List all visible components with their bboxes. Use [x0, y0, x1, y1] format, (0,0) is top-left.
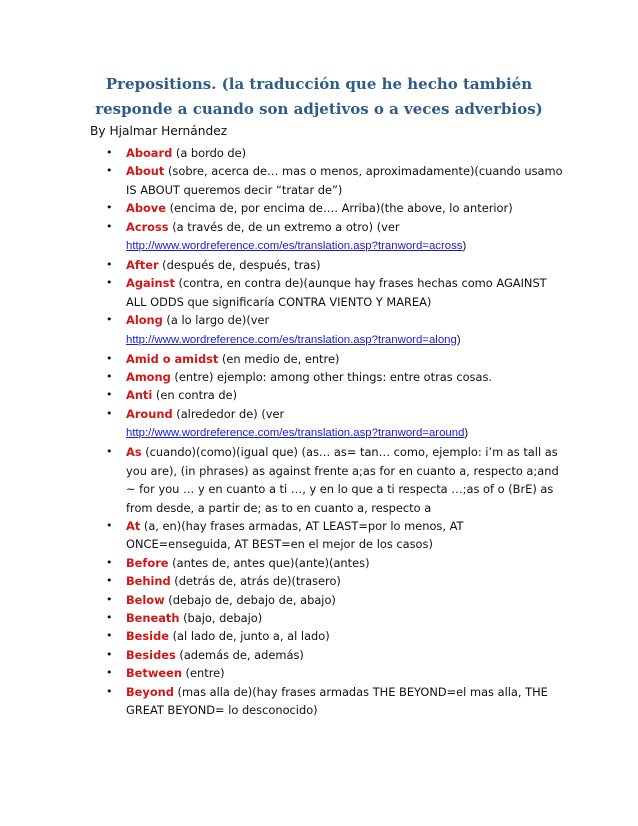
bullet-icon: •: [106, 666, 113, 680]
list-item: [0, 517, 638, 554]
preposition-translation: (en medio de, entre): [218, 351, 340, 366]
preposition-translation: (entre): [181, 666, 225, 681]
list-item: [0, 627, 638, 645]
author-byline: By Hjalmar Hernández: [90, 124, 228, 138]
list-item: [0, 405, 638, 443]
preposition-translation: (a lo largo de)(ver: [162, 313, 270, 328]
preposition-translation: (alrededor de) (ver: [172, 406, 285, 421]
closing-paren: ): [464, 427, 469, 440]
bullet-icon: •: [106, 684, 113, 698]
list-item: [0, 386, 638, 404]
bullet-icon: •: [106, 201, 113, 215]
preposition-translation: (en contra de): [152, 388, 238, 403]
preposition-term: Above: [126, 201, 166, 216]
preposition-translation: (bajo, debajo): [179, 610, 263, 625]
list-item: [0, 274, 638, 311]
preposition-translation: (después de, después, tras): [158, 258, 321, 273]
bullet-icon: •: [106, 647, 113, 661]
preposition-translation: (a través de, de un extremo a otro) (ver: [168, 219, 400, 234]
bullet-icon: •: [106, 592, 113, 606]
bullet-icon: •: [106, 610, 113, 624]
preposition-term: Besides: [126, 647, 176, 662]
bullet-icon: •: [106, 629, 113, 643]
preposition-term: Below: [126, 592, 165, 607]
list-item: [0, 162, 638, 199]
bullet-icon: •: [106, 574, 113, 588]
closing-paren: ): [462, 240, 467, 253]
preposition-term: Anti: [126, 388, 153, 403]
preposition-translation: (mas alla de)(hay frases armadas THE BEYOND=el mas alla, THE GREAT BEYOND= lo desconocido): [126, 684, 548, 717]
preposition-translation: (contra, en contra de)(aunque hay frases hechas como AGAINST ALL ODDS que significaría CONTRA VIENTO Y MAREA): [126, 276, 547, 309]
list-item: [0, 664, 638, 682]
preposition-term: Among: [126, 370, 171, 385]
preposition-translation: (encima de, por encima de…. Arriba)(the above, lo anterior): [165, 201, 513, 216]
list-item: [0, 199, 638, 217]
preposition-term: Beyond: [126, 684, 174, 699]
list-item: [0, 554, 638, 572]
list-item: [0, 368, 638, 386]
preposition-translation: (sobre, acerca de… mas o menos, aproximadamente)(cuando usamo IS ABOUT queremos decir “tratar de”): [126, 164, 563, 197]
preposition-term: At: [126, 518, 141, 533]
preposition-translation: (a, en)(hay frases armadas, AT LEAST=por lo menos, AT ONCE=enseguida, AT BEST=en el mejor de los casos): [126, 518, 464, 552]
preposition-term: Amid o amidst: [126, 351, 219, 366]
preposition-term: Beside: [126, 629, 169, 644]
preposition-translation: (entre) ejemplo: among other things: entre otras cosas.: [170, 370, 493, 385]
bullet-icon: •: [106, 313, 113, 327]
bullet-icon: •: [106, 258, 113, 272]
wordreference-link[interactable]: http://www.wordreference.com/es/translation.asp?tranword=along: [126, 333, 457, 346]
list-item: [0, 683, 638, 720]
wordreference-link[interactable]: http://www.wordreference.com/es/translation.asp?tranword=across: [126, 240, 463, 253]
list-item: [0, 256, 638, 274]
bullet-icon: •: [106, 276, 113, 290]
bullet-icon: •: [106, 146, 113, 159]
bullet-icon: •: [106, 219, 113, 233]
reference-line: [126, 236, 564, 256]
bullet-icon: •: [106, 351, 113, 365]
preposition-term: Behind: [126, 574, 171, 589]
preposition-translation: (a bordo de): [172, 146, 247, 160]
bullet-icon: •: [106, 555, 113, 569]
preposition-term: Between: [126, 666, 182, 681]
preposition-translation: (debajo de, debajo de, abajo): [164, 592, 336, 607]
preposition-term: Beneath: [126, 610, 180, 625]
bullet-icon: •: [106, 445, 113, 459]
bullet-icon: •: [106, 164, 113, 178]
wordreference-link[interactable]: http://www.wordreference.com/es/translation.asp?tranword=around: [126, 427, 465, 440]
preposition-term: Before: [126, 555, 169, 570]
prepositions-list: [0, 144, 638, 719]
list-item: [0, 591, 638, 609]
bullet-icon: •: [106, 406, 113, 420]
list-item: [0, 218, 638, 256]
reference-line: [126, 330, 564, 350]
preposition-term: Aboard: [126, 146, 173, 160]
closing-paren: ): [456, 333, 461, 346]
preposition-term: Across: [126, 219, 169, 234]
list-item: [0, 646, 638, 664]
preposition-translation: (al lado de, junto a, al lado): [168, 629, 330, 644]
document-title: Prepositions. (la traducción que he hecho también responde a cuando son adjetivos o a veces adverbios): [95, 75, 543, 118]
reference-line: [126, 423, 564, 443]
preposition-term: About: [126, 164, 165, 179]
list-item: [0, 572, 638, 590]
preposition-translation: (cuando)(como)(igual que) (as… as= tan… como, ejemplo: i’m as tall as you are), (in phrases) as against frente a;as for en cuanto a, respecto a;and ~ for you … y en cuanto a ti …, y en lo que a ti respecta …;as of o (BrE) as from desde, a partir de; as to en cuanto a, respecto a: [126, 445, 559, 515]
list-item: [0, 311, 638, 349]
preposition-term: As: [126, 445, 142, 460]
bullet-icon: •: [106, 388, 113, 402]
preposition-term: Against: [126, 276, 175, 291]
list-item: [0, 144, 638, 162]
preposition-translation: (antes de, antes que)(ante)(antes): [168, 555, 370, 570]
preposition-translation: (además de, además): [175, 647, 304, 662]
list-item: [0, 350, 638, 368]
preposition-term: Around: [126, 406, 173, 421]
bullet-icon: •: [106, 370, 113, 384]
preposition-term: After: [126, 258, 159, 273]
list-item: [0, 443, 638, 517]
preposition-translation: (detrás de, atrás de)(trasero): [170, 574, 341, 589]
bullet-icon: •: [106, 518, 113, 532]
preposition-term: Along: [126, 313, 163, 328]
list-item: [0, 609, 638, 627]
